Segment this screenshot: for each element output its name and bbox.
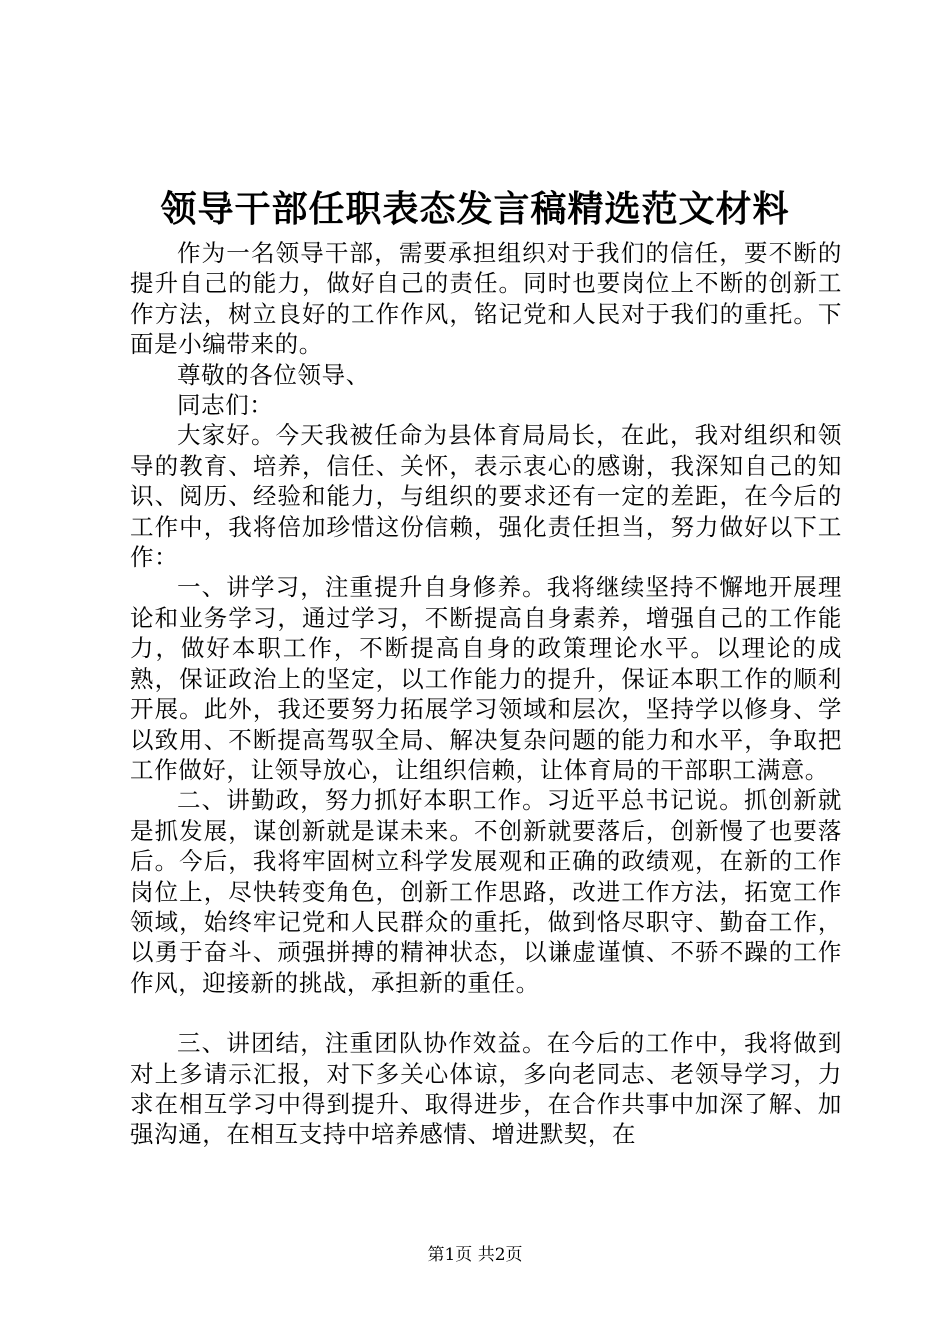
greeting-paragraph: 大家好。今天我被任命为县体育局局长，在此，我对组织和领导的教育、培养，信任、关怀，表示衷心的感谢，我深知自己的知识、阅历、经验和能力，与组织的要求还有一定的差距，在今后的工作中，我将倍加珍惜这份信赖，强化责任担当，努力做好以下工作： [130, 421, 842, 572]
document-title: 领导干部任职表态发言稿精选范文材料 [160, 188, 790, 230]
salutation-line-1: 尊敬的各位领导、 [177, 360, 370, 389]
section-1-paragraph: 一、讲学习，注重提升自身修养。我将继续坚持不懈地开展理论和业务学习，通过学习，不断提高自身素养，增强自己的工作能力，做好本职工作，不断提高自身的政策理论水平。以理论的成熟，保证政治上的坚定，以工作能力的提升，保证本职工作的顺利开展。此外，我还要努力拓展学习领域和层次，坚持学以修身、学以致用、不断提高驾驭全局、解决复杂问题的能力和水平，争取把工作做好，让领导放心，让组织信赖，让体育局的干部职工满意。 [130, 573, 842, 784]
document-body [130, 238, 842, 1150]
page-number-footer: 第1页 共2页 [427, 1245, 523, 1265]
section-3-paragraph: 三、讲团结，注重团队协作效益。在今后的工作中，我将做到对上多请示汇报，对下多关心体谅，多向老同志、老领导学习，力求在相互学习中得到提升、取得进步，在合作共事中加深了解、加强沟通，在相互支持中培养感情、增进默契，在 [130, 1029, 842, 1149]
salutation-line-2: 同志们： [177, 391, 274, 420]
section-2-paragraph: 二、讲勤政，努力抓好本职工作。习近平总书记说。抓创新就是抓发展，谋创新就是谋未来。不创新就要落后，创新慢了也要落后。今后，我将牢固树立科学发展观和正确的政绩观，在新的工作岗位上，尽快转变角色，创新工作思路，改进工作方法，拓宽工作领域，始终牢记党和人民群众的重托，做到恪尽职守、勤奋工作，以勇于奋斗、顽强拼搏的精神状态，以谦虚谨慎、不骄不躁的工作作风，迎接新的挑战，承担新的重任。 [130, 786, 842, 997]
intro-paragraph: 作为一名领导干部，需要承担组织对于我们的信任，要不断的提升自己的能力，做好自己的责任。同时也要岗位上不断的创新工作方法，树立良好的工作作风，铭记党和人民对于我们的重托。下面是小编带来的。 [130, 239, 842, 359]
